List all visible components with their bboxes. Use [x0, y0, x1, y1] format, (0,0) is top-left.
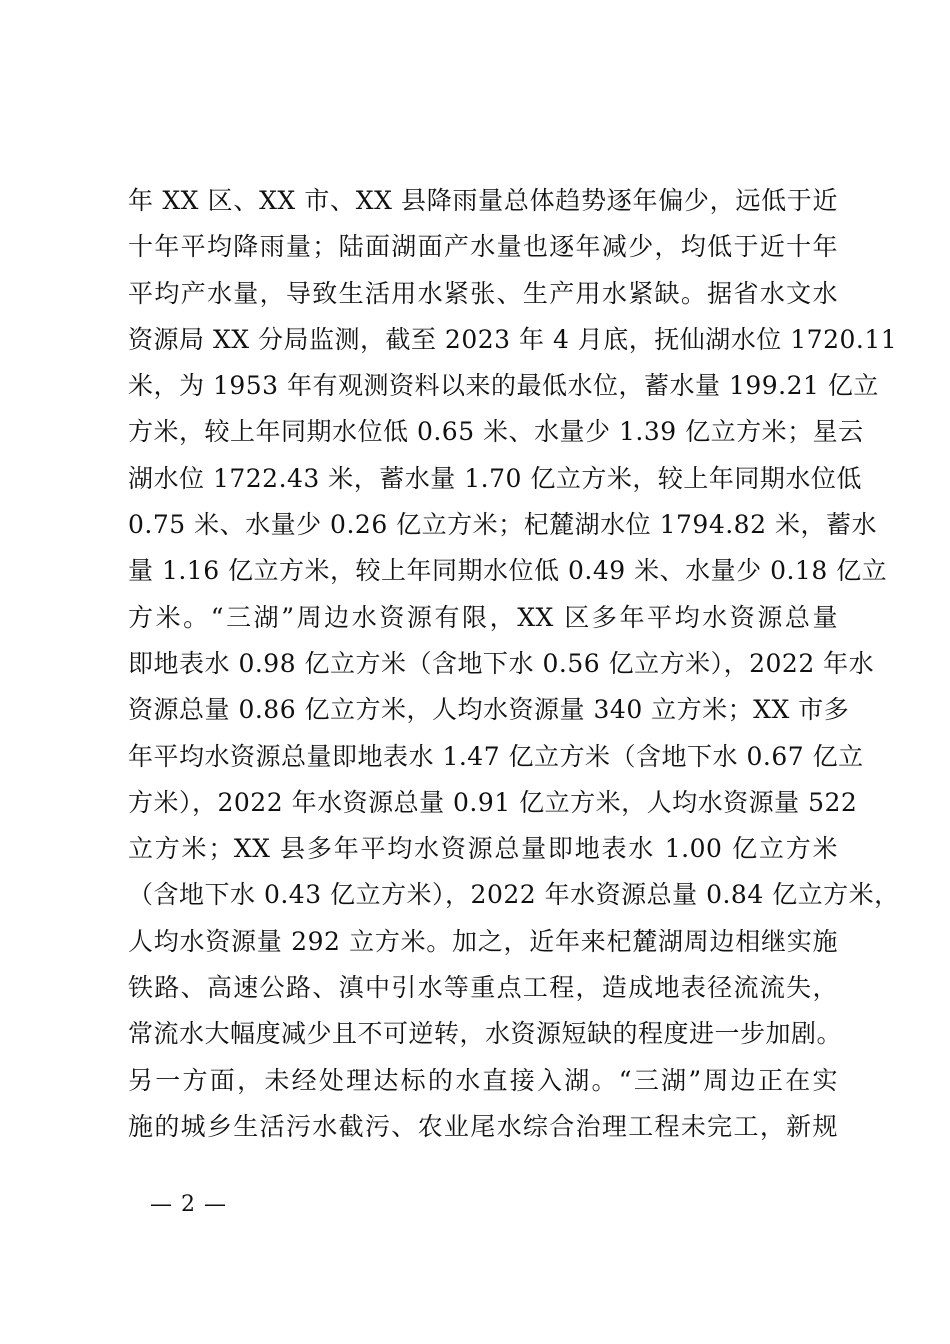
text-line: 量 1.16 亿立方米，较上年同期水位低 0.49 米、水量少 0.18 亿立	[128, 556, 888, 586]
text-line: 方米。“三湖”周边水资源有限，XX 区多年平均水资源总量	[128, 602, 838, 632]
text-line: 资源总量 0.86 亿立方米，人均水资源量 340 立方米；XX 市多	[128, 695, 850, 725]
text-line: 平均产水量，导致生活用水紧张、生产用水紧缺。据省水文水	[128, 278, 838, 308]
text-line: 立方米；XX 县多年平均水资源总量即地表水 1.00 亿立方米	[128, 834, 838, 864]
text-line: 铁路、高速公路、滇中引水等重点工程，造成地表径流流失，	[128, 973, 838, 1003]
text-line: 湖水位 1722.43 米，蓄水量 1.70 亿立方米，较上年同期水位低	[128, 463, 862, 493]
text-line: 0.75 米、水量少 0.26 亿立方米；杞麓湖水位 1794.82 米，蓄水	[128, 510, 877, 540]
text-line: 即地表水 0.98 亿立方米（含地下水 0.56 亿立方米），2022 年水	[128, 648, 875, 678]
page-number: — 2 —	[150, 1192, 227, 1217]
text-line: 年 XX 区、XX 市、XX 县降雨量总体趋势逐年偏少，远低于近	[128, 186, 838, 215]
text-line: 十年平均降雨量；陆面湖面产水量也逐年减少，均低于近十年	[128, 232, 838, 262]
text-line: 年平均水资源总量即地表水 1.47 亿立方米（含地下水 0.67 亿立	[128, 741, 864, 771]
text-line: 方米），2022 年水资源总量 0.91 亿立方米，人均水资源量 522	[128, 787, 858, 817]
text-line: 人均水资源量 292 立方米。加之，近年来杞麓湖周边相继实施	[128, 926, 838, 956]
text-line: 施的城乡生活污水截污、农业尾水综合治理工程未完工，新规	[128, 1111, 838, 1141]
text-line: 另一方面，未经处理达标的水直接入湖。“三湖”周边正在实	[128, 1065, 838, 1095]
text-line: （含地下水 0.43 亿立方米），2022 年水资源总量 0.84 亿立方米，	[128, 880, 900, 910]
text-line: 方米，较上年同期水位低 0.65 米、水量少 1.39 亿立方米；星云	[128, 417, 864, 447]
text-line: 常流水大幅度减少且不可逆转，水资源短缺的程度进一步加剧。	[128, 1019, 843, 1049]
body-paragraph	[128, 178, 900, 1150]
text-line: 资源局 XX 分局监测，截至 2023 年 4 月底，抚仙湖水位 1720.11	[128, 324, 898, 354]
text-line: 米，为 1953 年有观测资料以来的最低水位，蓄水量 199.21 亿立	[128, 371, 879, 401]
